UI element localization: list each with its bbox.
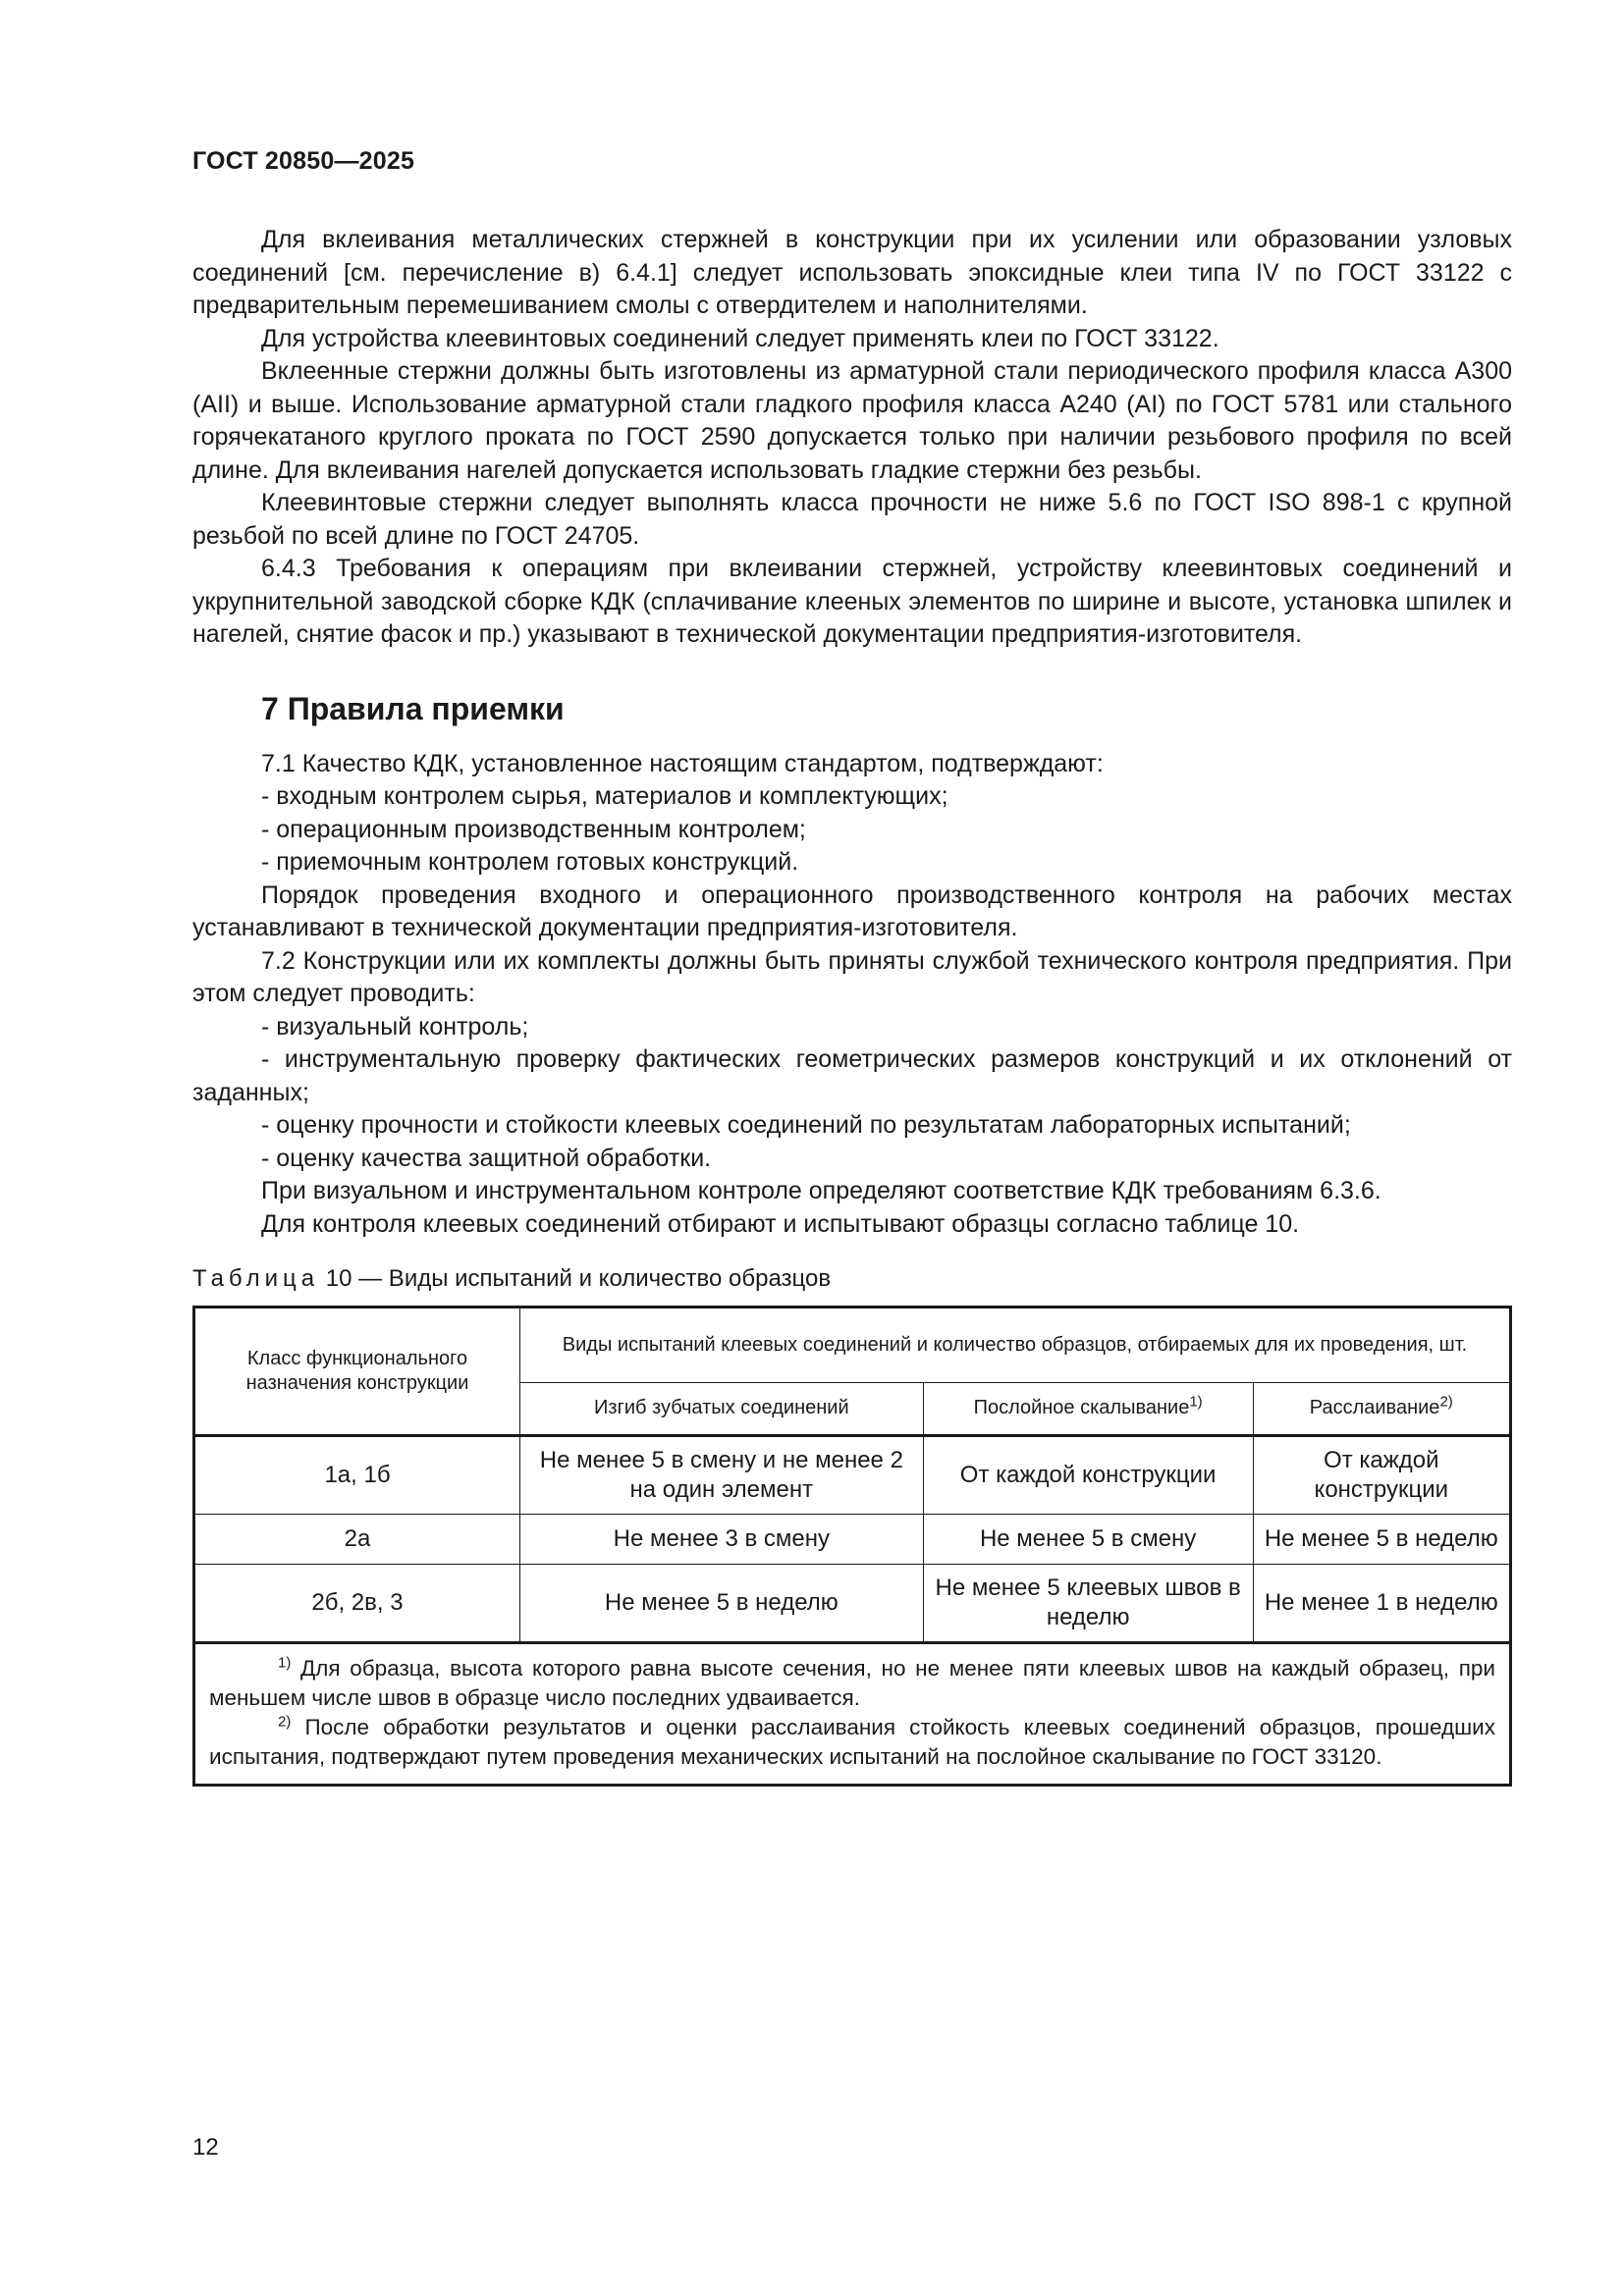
list-item: - инструментальную проверку фактических геометрических размеров конструкций и их отклонений от заданных; bbox=[192, 1045, 1512, 1106]
header-class: Класс функционального назначения конструкции bbox=[194, 1307, 520, 1435]
table-caption-title: 10 — Виды испытаний и количество образцов bbox=[319, 1265, 832, 1292]
section-heading: 7 Правила приемки bbox=[261, 690, 565, 726]
table-caption bbox=[192, 1262, 1512, 1296]
paragraph: Вклеенные стержни должны быть изготовлены из арматурной стали периодического профиля класса А300 (AII) и выше. Использование арматурной стали гладкого профиля класса А240 (AI) по ГОСТ 5781 или стального горячекатаного круглого проката по ГОСТ 2590 допускается только при наличии резьбового профиля по всей длине. Для вклеивания нагелей допускается использовать гладкие стержни без резьбы. bbox=[192, 357, 1512, 484]
cell-delamination: Не менее 5 в неделю bbox=[1253, 1514, 1510, 1564]
paragraph: При визуальном и инструментальном контроле определяют соответствие КДК требованиям 6.3.6. bbox=[261, 1177, 1381, 1204]
paragraph: Клеевинтовые стержни следует выполнять класса прочности не ниже 5.6 по ГОСТ ISO 898-1 с крупной резьбой по всей длине по ГОСТ 24705. bbox=[192, 489, 1512, 550]
list-item: - операционным производственным контролем; bbox=[261, 815, 806, 843]
table-row bbox=[194, 1435, 1511, 1514]
cell-delamination: Не менее 1 в неделю bbox=[1253, 1564, 1510, 1642]
paragraph: Для устройства клеевинтовых соединений следует применять клеи по ГОСТ 33122. bbox=[261, 324, 1219, 352]
table-notes-row bbox=[194, 1642, 1511, 1785]
table-notes bbox=[194, 1642, 1511, 1785]
footnote-ref: 2) bbox=[1439, 1393, 1453, 1411]
cell-class: 2а bbox=[194, 1514, 520, 1564]
cell-shear: Не менее 5 в смену bbox=[923, 1514, 1253, 1564]
cell-class: 2б, 2в, 3 bbox=[194, 1564, 520, 1642]
footnote-marker: 2) bbox=[278, 1713, 292, 1730]
footnote-text: После обработки результатов и оценки расслаивания стойкость клеевых соединений образцов, прошедших испытания, подтверждают путем проведения механических испытаний на послойное скалывание по ГОСТ 33120. bbox=[209, 1714, 1495, 1769]
cell-delamination: От каждой конструкции bbox=[1253, 1435, 1510, 1514]
paragraph-7-1: 7.1 Качество КДК, установленное настоящим стандартом, подтверждают: bbox=[261, 749, 1104, 777]
header-delamination bbox=[1253, 1382, 1510, 1435]
document-id: ГОСТ 20850—2025 bbox=[192, 147, 415, 175]
footnote-2 bbox=[209, 1713, 1495, 1772]
footnote-marker: 1) bbox=[278, 1654, 292, 1671]
list-item: - входным контролем сырья, материалов и комплектующих; bbox=[261, 782, 948, 810]
footnote-1 bbox=[209, 1654, 1495, 1713]
header-shear-label: Послойное скалывание bbox=[973, 1397, 1190, 1419]
cell-bending: Не менее 5 в неделю bbox=[520, 1564, 924, 1642]
table-row bbox=[194, 1514, 1511, 1564]
table-caption-word: Таблица bbox=[192, 1265, 320, 1292]
footnote-text: Для образца, высота которого равна высоте сечения, но не менее пяти клеевых швов на каждый образец, при меньшем числе швов в образце число последних удваивается. bbox=[209, 1655, 1495, 1710]
paragraph-7-2: 7.2 Конструкции или их комплекты должны быть приняты службой технического контроля предприятия. При этом следует проводить: bbox=[192, 946, 1512, 1007]
paragraph: Для вклеивания металлических стержней в конструкции при их усилении или образовании узловых соединений [см. перечисление в) 6.4.1] следует использовать эпоксидные клеи типа IV по ГОСТ 33122 с предварительным перемешиванием смолы с отвердителем и наполнителями. bbox=[192, 226, 1513, 319]
cell-bending: Не менее 5 в смену и не менее 2 на один элемент bbox=[520, 1435, 924, 1514]
footnote-ref: 1) bbox=[1189, 1393, 1203, 1411]
header-shear bbox=[923, 1382, 1253, 1435]
paragraph-6-4-3: 6.4.3 Требования к операциям при вклеивании стержней, устройству клеевинтовых соединений и укрупнительной заводской сборке КДК (сплачивание клееных элементов по ширине и высоте, установка шпилек и нагелей, снятие фасок и пр.) указывают в технической документации предприятия-изготовителя. bbox=[192, 555, 1512, 648]
paragraph: Для контроля клеевых соединений отбирают и испытывают образцы согласно таблице 10. bbox=[261, 1209, 1300, 1238]
header-bending: Изгиб зубчатых соединений bbox=[520, 1382, 924, 1435]
page-number: 12 bbox=[192, 2134, 219, 2161]
list-item: - визуальный контроль; bbox=[261, 1012, 529, 1041]
page-content bbox=[192, 224, 1512, 1787]
cell-class: 1а, 1б bbox=[194, 1435, 520, 1514]
paragraph: Порядок проведения входного и операционного производственного контроля на рабочих местах устанавливают в технической документации предприятия-изготовителя. bbox=[192, 881, 1512, 941]
cell-shear: От каждой конструкции bbox=[923, 1435, 1253, 1514]
list-item: - оценку качества защитной обработки. bbox=[261, 1144, 712, 1172]
list-item: - оценку прочности и стойкости клеевых соединений по результатам лабораторных испытаний; bbox=[261, 1111, 1351, 1139]
cell-shear: Не менее 5 клеевых швов в неделю bbox=[923, 1564, 1253, 1642]
header-delamination-label: Расслаивание bbox=[1309, 1397, 1440, 1419]
header-test-types: Виды испытаний клеевых соединений и количество образцов, отбираемых для их проведения, шт. bbox=[520, 1307, 1511, 1382]
list-item: - приемочным контролем готовых конструкций. bbox=[261, 848, 799, 876]
tests-table bbox=[192, 1306, 1512, 1787]
cell-bending: Не менее 3 в смену bbox=[520, 1514, 924, 1564]
table-row bbox=[194, 1564, 1511, 1642]
